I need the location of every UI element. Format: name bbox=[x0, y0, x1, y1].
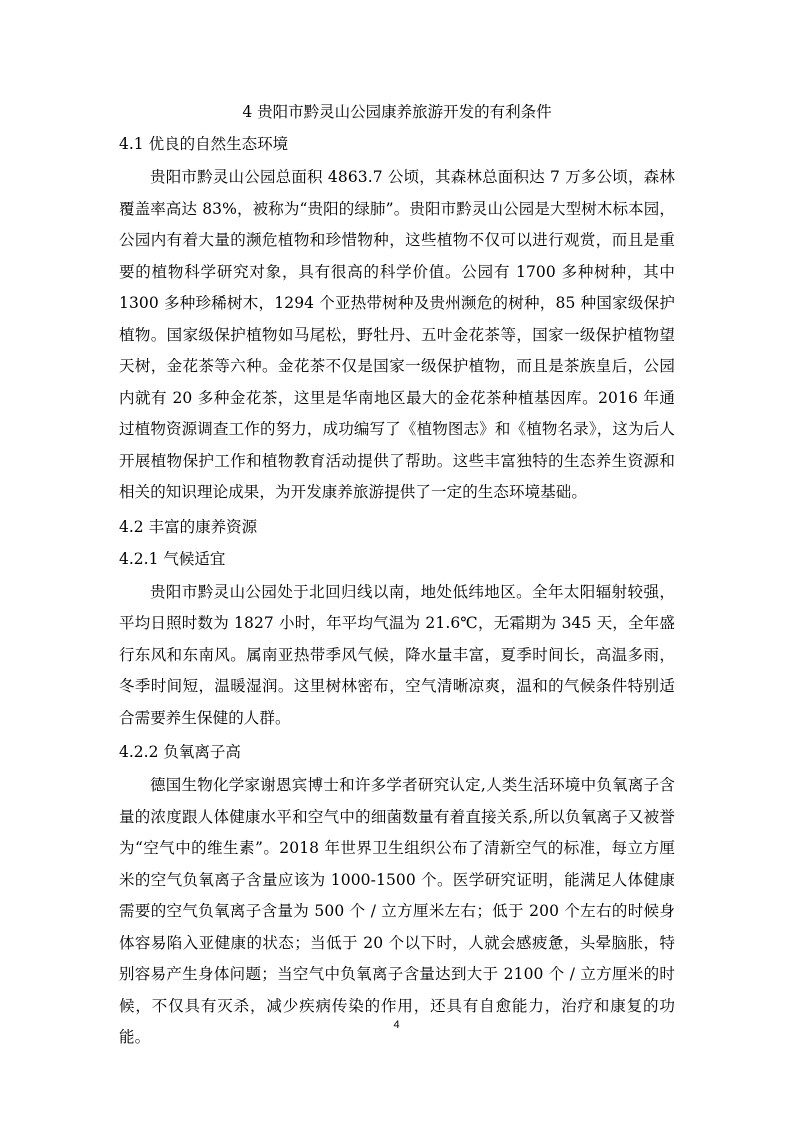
section-heading-4-2: 4.2 丰富的康养资源 bbox=[119, 517, 258, 536]
section-title: 4 贵阳市黔灵山公园康养旅游开发的有利条件 bbox=[242, 103, 552, 121]
section-heading-4-1: 4.1 优良的自然生态环境 bbox=[119, 135, 289, 153]
section-heading-4-2-2: 4.2.2 负氧离子高 bbox=[119, 743, 241, 761]
page-content bbox=[119, 98, 675, 1058]
page-number: 4 bbox=[393, 1019, 400, 1031]
paragraph-negative-ions: 德国生物化学家谢恩宾博士和许多学者研究认定,人类生活环境中负氧离子含量的浓度跟人体健康水平和空气中的细菌数量有着直接关系,所以负氧离子又被誉为“空气中的维生素”。2018 年世界卫生组织公布了清新空气的标准，每立方厘米的空气负氧离子含量应该为 1000-1500 个。医学研究证明，能满足人体健康需要的空气负氧离子含量为 500 个 / 立方厘米左右；低于 200 个左右的时候身体容易陷入亚健康的状态；当低于 20 个以下时，人就会感疲惫，头晕脑胀，特别容易产生身体问题；当空气中负氧离子含量达到大于 2100 个 / 立方厘米的时候，不仅具有灭杀，减少疾病传染的作用，还具有自愈能力，治疗和康复的功能。 bbox=[119, 776, 675, 1046]
paragraph-climate: 贵阳市黔灵山公园处于北回归线以南，地处低纬地区。全年太阳辐射较强，平均日照时数为 1827 小时，年平均气温为 21.6℃，无霜期为 345 天，全年盛行东风和东南风。属南亚热带季风气候，降水量丰富，夏季时间长，高温多雨，冬季时间短，温暖湿润。这里树林密布，空气清晰凉爽，温和的气候条件特别适合需要养生保健的人群。 bbox=[119, 582, 675, 727]
paragraph-ecology: 贵阳市黔灵山公园总面积 4863.7 公顷，其森林总面积达 7 万多公顷，森林覆盖率高达 83%，被称为“贵阳的绿肺”。贵阳市黔灵山公园是大型树木标本园，公园内有着大量的濒危植物和珍惜物种，这些植物不仅可以进行观赏，而且是重要的植物科学研究对象，具有很高的科学价值。公园有 1700 多种树种，其中 1300 多种珍稀树木，1294 个亚热带树种及贵州濒危的树种，85 种国家级保护植物。国家级保护植物如马尾松，野牡丹、五叶金花茶等，国家一级保护植物望天树，金花茶等六种。金花茶不仅是国家一级保护植物，而且是茶族皇后，公园内就有 20 多种金花茶，这里是华南地区最大的金花茶种植基因库。2016 年通过植物资源调查工作的努力，成功编写了《植物图志》和《植物名录》，这为后人开展植物保护工作和植物教育活动提供了帮助。这些丰富独特的生态养生资源和相关的知识理论成果，为开发康养旅游提供了一定的生态环境基础。 bbox=[119, 168, 675, 501]
section-heading-4-2-1: 4.2.1 气候适宜 bbox=[119, 549, 226, 568]
